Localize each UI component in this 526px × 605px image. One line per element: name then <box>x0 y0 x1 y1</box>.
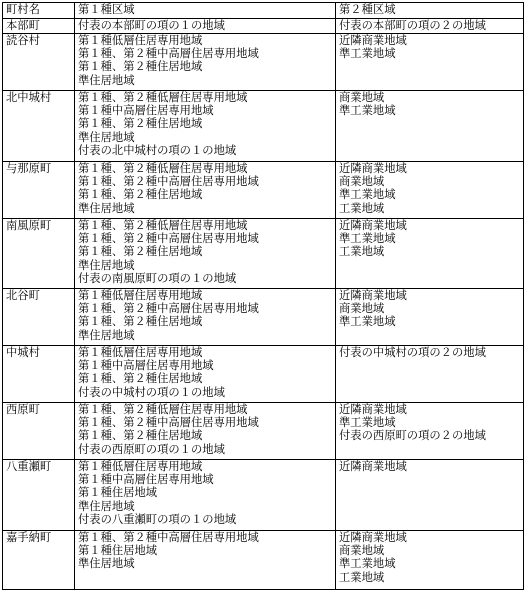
table-row <box>3 19 524 34</box>
header-town: 町村名 <box>3 3 75 19</box>
zone1-cell <box>75 460 336 531</box>
zone2-line: 準工業地域 <box>339 315 396 329</box>
town-name-cell: 嘉手納町 <box>3 531 75 590</box>
town-name-cell: 南風原町 <box>3 219 75 289</box>
zone2-line: 商業地域 <box>339 175 385 189</box>
zone2-line: 近隣商業地域 <box>339 162 407 175</box>
zone2-line: 工業地域 <box>339 245 385 259</box>
zone2-line: 近隣商業地域 <box>339 219 407 232</box>
zoning-table-document <box>2 2 524 590</box>
zone1-line: 第１種中高層住居専用地域 <box>78 104 214 118</box>
zone2-line: 近隣商業地域 <box>339 289 407 302</box>
zone2-line: 近隣商業地域 <box>339 531 407 544</box>
zone1-line: 第１種、第２種住居地域 <box>78 372 203 386</box>
zone1-cell <box>75 289 336 346</box>
zone1-line: 第１種住居地域 <box>78 544 158 558</box>
zone2-cell <box>336 219 524 289</box>
zone1-line: 第１種、第２種中高層住居専用地域 <box>78 302 259 316</box>
town-name-cell: 八重瀬町 <box>3 460 75 531</box>
zone1-line: 第１種低層住居専用地域 <box>78 34 203 47</box>
zone1-line: 第１種、第２種住居地域 <box>78 60 203 74</box>
zone2-line: 近隣商業地域 <box>339 403 407 416</box>
table-row <box>3 346 524 403</box>
zone2-line: 準工業地域 <box>339 104 396 118</box>
zone2-cell <box>336 346 524 403</box>
zone2-cell <box>336 403 524 460</box>
zone1-line: 第１種低層住居専用地域 <box>78 460 203 473</box>
town-name-cell: 本部町 <box>3 19 75 34</box>
table-row <box>3 289 524 346</box>
zone1-line: 第１種、第２種中高層住居専用地域 <box>78 232 259 246</box>
zone1-line: 付表の北中城村の項の１の地域 <box>78 143 237 157</box>
town-name-cell: 西原町 <box>3 403 75 460</box>
zone2-cell <box>336 19 524 34</box>
zone1-cell <box>75 34 336 91</box>
zone2-cell <box>336 34 524 91</box>
zone2-cell <box>336 531 524 590</box>
zone2-line: 準工業地域 <box>339 416 396 430</box>
zone1-line: 付表の中城村の項の１の地域 <box>78 385 225 399</box>
zone1-line: 準住居地域 <box>78 130 135 144</box>
zone1-line: 準住居地域 <box>78 73 135 87</box>
table-row <box>3 162 524 219</box>
zone2-line: 付表の中城村の項の２の地域 <box>339 346 486 359</box>
zone1-line: 準住居地域 <box>78 499 135 513</box>
zone1-cell <box>75 91 336 162</box>
zone1-line: 第１種低層住居専用地域 <box>78 346 203 359</box>
zone2-line: 商業地域 <box>339 544 385 558</box>
zone2-line: 準工業地域 <box>339 232 396 246</box>
zone1-cell <box>75 19 336 34</box>
zone2-line: 工業地域 <box>339 570 385 584</box>
zone2-line: 付表の西原町の項の２の地域 <box>339 429 486 443</box>
table-row <box>3 34 524 91</box>
town-name-cell: 読谷村 <box>3 34 75 91</box>
zone2-line: 近隣商業地域 <box>339 460 407 473</box>
zone1-line: 第１種、第２種住居地域 <box>78 429 203 443</box>
zone1-cell <box>75 403 336 460</box>
zone1-line: 第１種、第２種低層住居専用地域 <box>78 219 248 232</box>
zone1-line: 第１種、第２種中高層住居専用地域 <box>78 47 259 61</box>
zone1-line: 付表の八重瀬町の項の１の地域 <box>78 512 237 526</box>
zone1-line: 第１種低層住居専用地域 <box>78 289 203 302</box>
zone1-cell <box>75 346 336 403</box>
table-row <box>3 91 524 162</box>
zone2-line: 工業地域 <box>339 201 385 215</box>
zone1-line: 第１種、第２種中高層住居専用地域 <box>78 416 259 430</box>
header-zone1: 第１種区域 <box>75 3 336 19</box>
zone1-line: 準住居地域 <box>78 258 135 272</box>
header-row <box>3 3 524 19</box>
table-row <box>3 531 524 590</box>
zone1-line: 第１種中高層住居専用地域 <box>78 359 214 373</box>
zone1-line: 第１種、第２種住居地域 <box>78 245 203 259</box>
zone2-line: 準工業地域 <box>339 188 396 202</box>
zone1-cell <box>75 162 336 219</box>
table-row <box>3 219 524 289</box>
town-name-cell: 北中城村 <box>3 91 75 162</box>
zone2-cell <box>336 162 524 219</box>
zone2-cell <box>336 289 524 346</box>
zone1-line: 第１種、第２種中高層住居専用地域 <box>78 531 259 544</box>
header-zone2: 第２種区域 <box>336 3 524 19</box>
zone1-line: 第１種、第２種低層住居専用地域 <box>78 403 248 416</box>
zone1-line: 付表の西原町の項の１の地域 <box>78 442 225 456</box>
zone1-line: 第１種住居地域 <box>78 486 158 500</box>
zone1-line: 準住居地域 <box>78 557 135 571</box>
zone1-line: 第１種、第２種低層住居専用地域 <box>78 91 248 104</box>
zone1-line: 準住居地域 <box>78 201 135 215</box>
town-name-cell: 中城村 <box>3 346 75 403</box>
zone2-line: 近隣商業地域 <box>339 34 407 47</box>
zone1-line: 第１種、第２種中高層住居専用地域 <box>78 175 259 189</box>
zone1-line: 第１種、第２種住居地域 <box>78 117 203 131</box>
zone1-line: 第１種、第２種低層住居専用地域 <box>78 162 248 175</box>
zone1-line: 付表の南風原町の項の１の地域 <box>78 271 237 285</box>
table-row <box>3 403 524 460</box>
table-row <box>3 460 524 531</box>
zone1-line: 付表の本部町の項の１の地域 <box>78 19 225 32</box>
town-name-cell: 北谷町 <box>3 289 75 346</box>
zone1-cell <box>75 219 336 289</box>
zone2-line: 付表の本部町の項の２の地域 <box>339 19 486 32</box>
zone2-cell <box>336 91 524 162</box>
town-name-cell: 与那原町 <box>3 162 75 219</box>
zone1-line: 第１種、第２種住居地域 <box>78 188 203 202</box>
zone2-cell <box>336 460 524 531</box>
zone2-line: 準工業地域 <box>339 47 396 61</box>
zoning-table <box>2 2 524 590</box>
zone1-line: 第１種、第２種住居地域 <box>78 315 203 329</box>
zone2-line: 商業地域 <box>339 302 385 316</box>
zone1-line: 準住居地域 <box>78 328 135 342</box>
zone2-line: 商業地域 <box>339 91 385 104</box>
zone1-line: 第１種中高層住居専用地域 <box>78 473 214 487</box>
zone2-line: 準工業地域 <box>339 557 396 571</box>
zone1-cell <box>75 531 336 590</box>
